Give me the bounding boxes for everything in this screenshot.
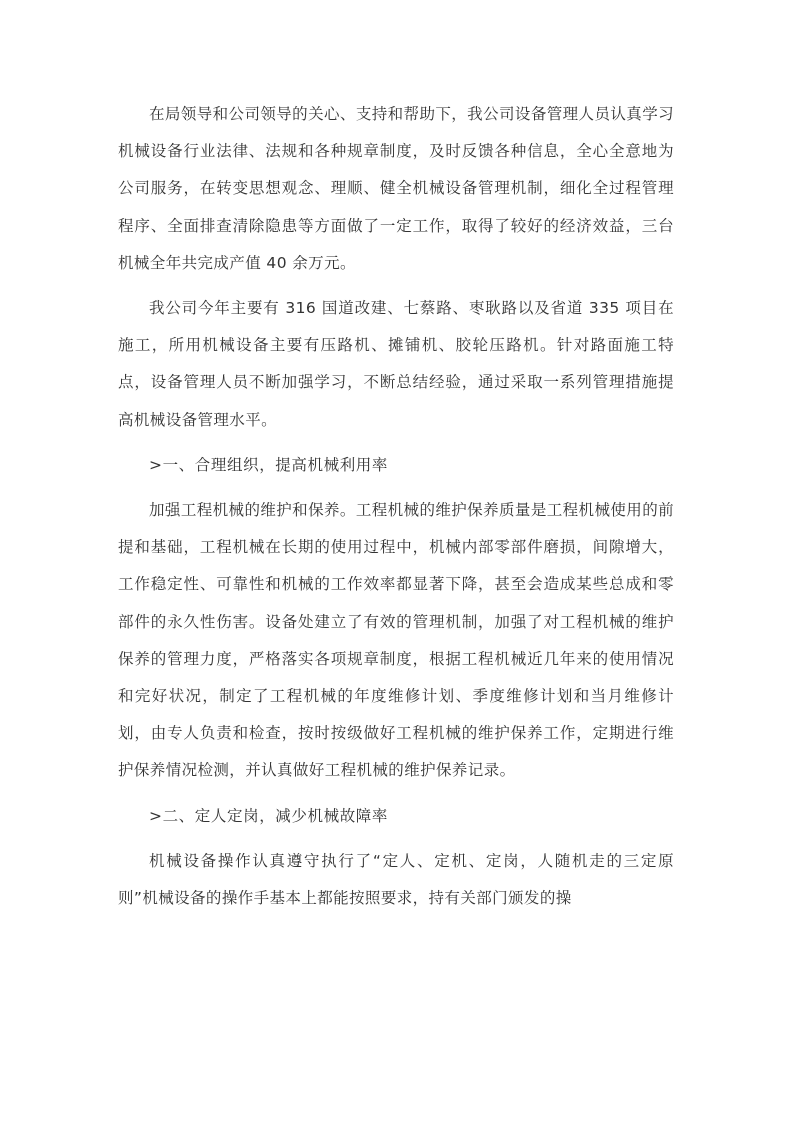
- paragraph-maintenance: 加强工程机械的维护和保养。工程机械的维护保养质量是工程机械使用的前提和基础，工程机械在长期的使用过程中，机械内部零部件磨损，间隙增大，工作稳定性、可靠性和机械的工作效率都显著下降，甚至会造成某些总成和零部件的永久性伤害。设备处建立了有效的管理机制，加强了对工程机械的维护保养的管理力度，严格落实各项规章制度，根据工程机械近几年来的使用情况和完好状况，制定了工程机械的年度维修计划、季度维修计划和当月维修计划，由专人负责和检查，按时按级做好工程机械的维护保养工作，定期进行维护保养情况检测，并认真做好工程机械的维护保养记录。: [118, 501, 674, 780]
- paragraph-projects: 我公司今年主要有 316 国道改建、七蔡路、枣耿路以及省道 335 项目在施工，所用机械设备主要有压路机、摊铺机、胶轮压路机。针对路面施工特点，设备管理人员不断加强学习，不断总结经验，通过采取一系列管理措施提高机械设备管理水平。: [118, 299, 674, 429]
- document-page: [118, 96, 674, 917]
- section-heading-1: >一、合理组织，提高机械利用率: [149, 455, 388, 474]
- paragraph-operation: 机械设备操作认真遵守执行了“定人、定机、定岗，人随机走的三定原则”机械设备的操作手基本上都能按照要求，持有关部门颁发的操: [118, 851, 674, 908]
- paragraph-intro: 在局领导和公司领导的关心、支持和帮助下，我公司设备管理人员认真学习机械设备行业法律、法规和各种规章制度，及时反馈各种信息，全心全意地为公司服务，在转变思想观念、理顺、健全机械设备管理机制，细化全过程管理程序、全面排查清除隐患等方面做了一定工作，取得了较好的经济效益，三台机械全年共完成产值 40 余万元。: [118, 105, 674, 272]
- section-heading-2: >二、定人定岗，减少机械故障率: [149, 806, 388, 825]
